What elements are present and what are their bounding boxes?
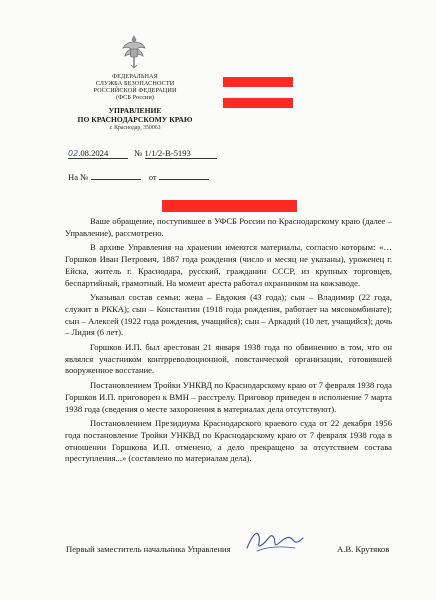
header-title-2: ПО КРАСНОДАРСКОМУ КРАЮ xyxy=(77,115,193,124)
fsb-emblem-icon xyxy=(121,34,147,70)
redaction-recipient-1 xyxy=(223,77,293,87)
ref-number: 1/1/2-В-5193 xyxy=(145,148,217,159)
header-line-fsb-3: РОССИЙСКОЙ ФЕДЕРАЦИИ xyxy=(93,87,177,94)
redaction-recipient-2 xyxy=(223,98,293,108)
na-label: На № xyxy=(68,172,89,182)
paragraph-1: Ваше обращение, поступившее в УФСБ России по Краснодарскому краю (далее – Управление), рассмотрено. xyxy=(65,216,392,238)
paragraph-5: Постановлением Тройки УНКВД по Краснодарскому краю от 7 февраля 1938 года Горшков И.П. приговорен к ВМН – расстрелу. Приговор приведен в исполнение 7 марта 1938 года (сведения о месте захоронения в материалах дела отсутствуют). xyxy=(65,380,392,414)
ref-number-label: № xyxy=(134,148,143,158)
header-line-fsb-1: ФЕДЕРАЛЬНАЯ xyxy=(112,73,158,80)
signatory-name: А.В. Крутяков xyxy=(337,544,390,554)
header-line-fsb-4: (ФСБ России) xyxy=(115,94,155,101)
header-title-1: УПРАВЛЕНИЕ xyxy=(108,106,162,115)
signatory-position: Первый заместитель начальника Управления xyxy=(66,544,231,554)
reply-reference xyxy=(68,172,209,182)
handwritten-signature xyxy=(243,526,307,556)
letter-body xyxy=(65,216,392,465)
ot-label: от xyxy=(148,172,157,182)
na-field xyxy=(91,179,141,180)
header-line-fsb-2: СЛУЖБА БЕЗОПАСНОСТИ xyxy=(95,80,175,87)
handwritten-day: 02 xyxy=(68,149,79,158)
reference-date-number xyxy=(68,148,217,159)
redaction-addressee xyxy=(162,200,297,212)
paragraph-6: Постановлением Президиума Краснодарского краевого суда от 22 декабря 1956 года постановление Тройки УНКВД по Краснодарскому краю от 7 февраля 1938 года в отношении Горшкова И.П. отменено, а дело прекращено за отсутствием состава преступления...» (составлено по материалам дела). xyxy=(65,418,392,464)
ref-date: .08.2024 xyxy=(78,148,109,158)
paragraph-3: Указывал состав семьи: жена – Евдокия (43 года); сын – Владимир (22 года, служит в РККА); сын – Константин (1918 года рождения, работает на мясокомбинате); сын – Алексей (1922 года рождения, учащийся); сын – Аркадий (10 лет, учащийся); дочь – Лидия (6 лет). xyxy=(65,292,392,338)
paragraph-2: В архиве Управления на хранении имеются материалы, согласно которым: «…Горшков Иван Петрович, 1887 года рождения (число и месяц не указаны), уроженец г. Ейска, житель г. Краснодара, русский, гражданин СССР, из крупных торговцев, беспартийный, грамотный. На момент ареста работал охранником на кожзаводе. xyxy=(65,242,392,288)
header-city: г. Краснодар, 350063 xyxy=(109,125,161,131)
paragraph-4: Горшков И.П. был арестован 21 января 1938 года по обвинению в том, что он являлся участником контрреволюционной, повстанческой организации, готовившей вооруженное восстание. xyxy=(65,342,392,376)
ot-field xyxy=(159,179,209,180)
